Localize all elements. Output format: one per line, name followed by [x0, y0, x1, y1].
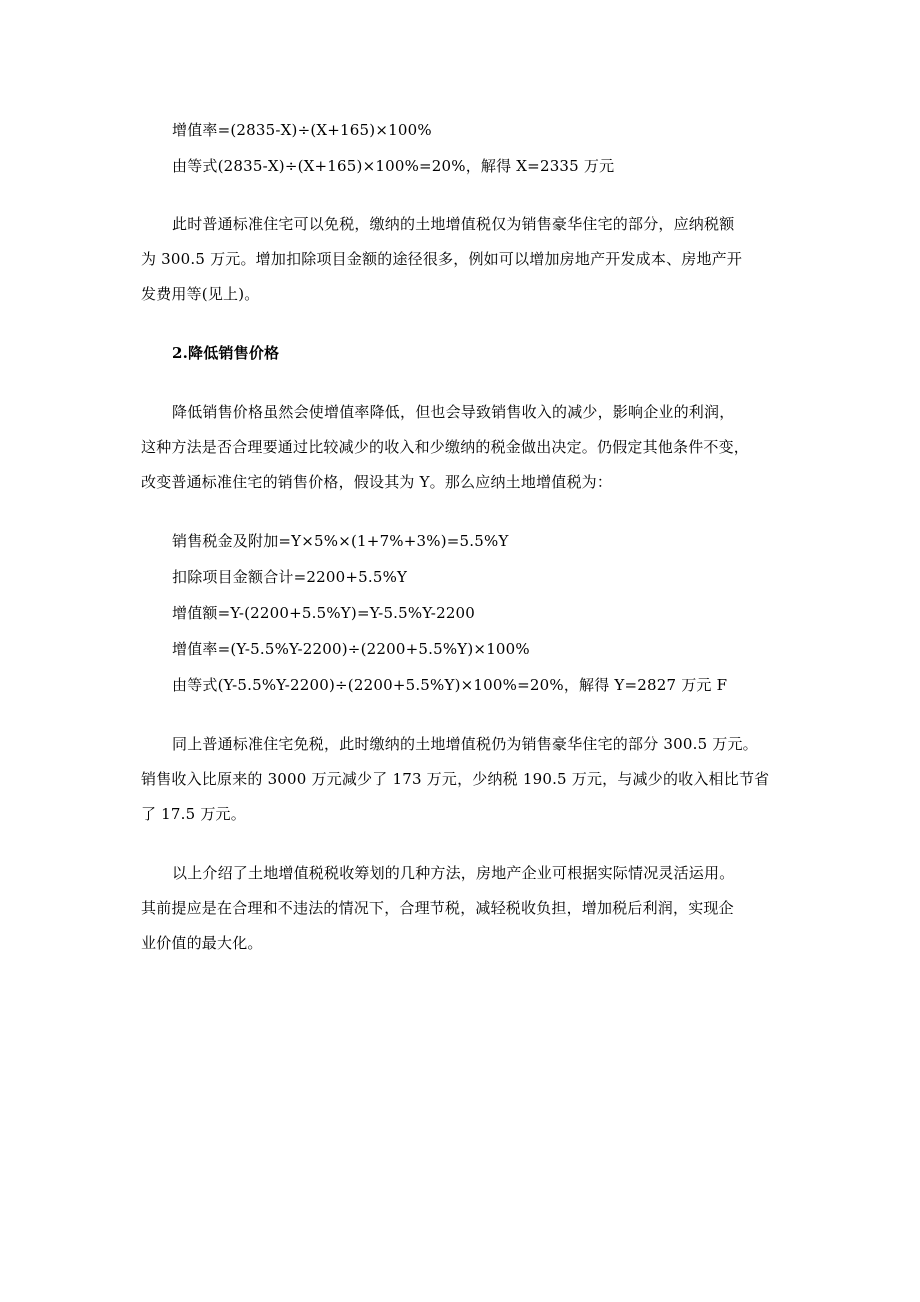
paragraph-line: 为 300.5 万元。增加扣除项目金额的途径很多，例如可以增加房地产开发成本、房地产开 [141, 250, 743, 268]
formula-line: 增值额=Y-(2200+5.5%Y)=Y-5.5%Y-2200 [172, 604, 476, 622]
paragraph-line: 同上普通标准住宅免税，此时缴纳的土地增值税仍为销售豪华住宅的部分 300.5 万元。 [172, 735, 758, 753]
paragraph-line: 发费用等(见上)。 [141, 285, 260, 303]
formula-line: 扣除项目金额合计=2200+5.5%Y [172, 568, 408, 586]
formula-line: 由等式(2835-X)÷(X+165)×100%=20%，解得 X=2335 万元 [172, 157, 615, 175]
section-heading: 2.降低销售价格 [172, 344, 280, 362]
paragraph-line: 了 17.5 万元。 [141, 805, 246, 823]
paragraph-line: 其前提应是在合理和不违法的情况下，合理节税，减轻税收负担，增加税后利润，实现企 [141, 899, 734, 917]
formula-line: 由等式(Y-5.5%Y-2200)÷(2200+5.5%Y)×100%=20%，解得 Y=2827 万元 F [172, 676, 728, 694]
formula-line: 增值率=(Y-5.5%Y-2200)÷(2200+5.5%Y)×100% [172, 640, 530, 658]
formula-line: 销售税金及附加=Y×5%×(1+7%+3%)=5.5%Y [172, 532, 509, 550]
paragraph-line: 销售收入比原来的 3000 万元减少了 173 万元，少纳税 190.5 万元，与减少的收入相比节省 [141, 770, 770, 788]
paragraph-line: 这种方法是否合理要通过比较减少的收入和少缴纳的税金做出决定。仍假定其他条件不变， [141, 438, 750, 456]
paragraph-line: 以上介绍了土地增值税税收筹划的几种方法，房地产企业可根据实际情况灵活运用。 [172, 864, 735, 882]
paragraph-line: 业价值的最大化。 [141, 934, 263, 952]
paragraph-line: 改变普通标准住宅的销售价格，假设其为 Y。那么应纳土地增值税为： [141, 473, 613, 491]
formula-line: 增值率=(2835-X)÷(X+165)×100% [172, 121, 432, 139]
paragraph-line: 降低销售价格虽然会使增值率降低，但也会导致销售收入的减少，影响企业的利润， [172, 403, 735, 421]
paragraph-line: 此时普通标准住宅可以免税，缴纳的土地增值税仅为销售豪华住宅的部分，应纳税额 [172, 215, 735, 233]
